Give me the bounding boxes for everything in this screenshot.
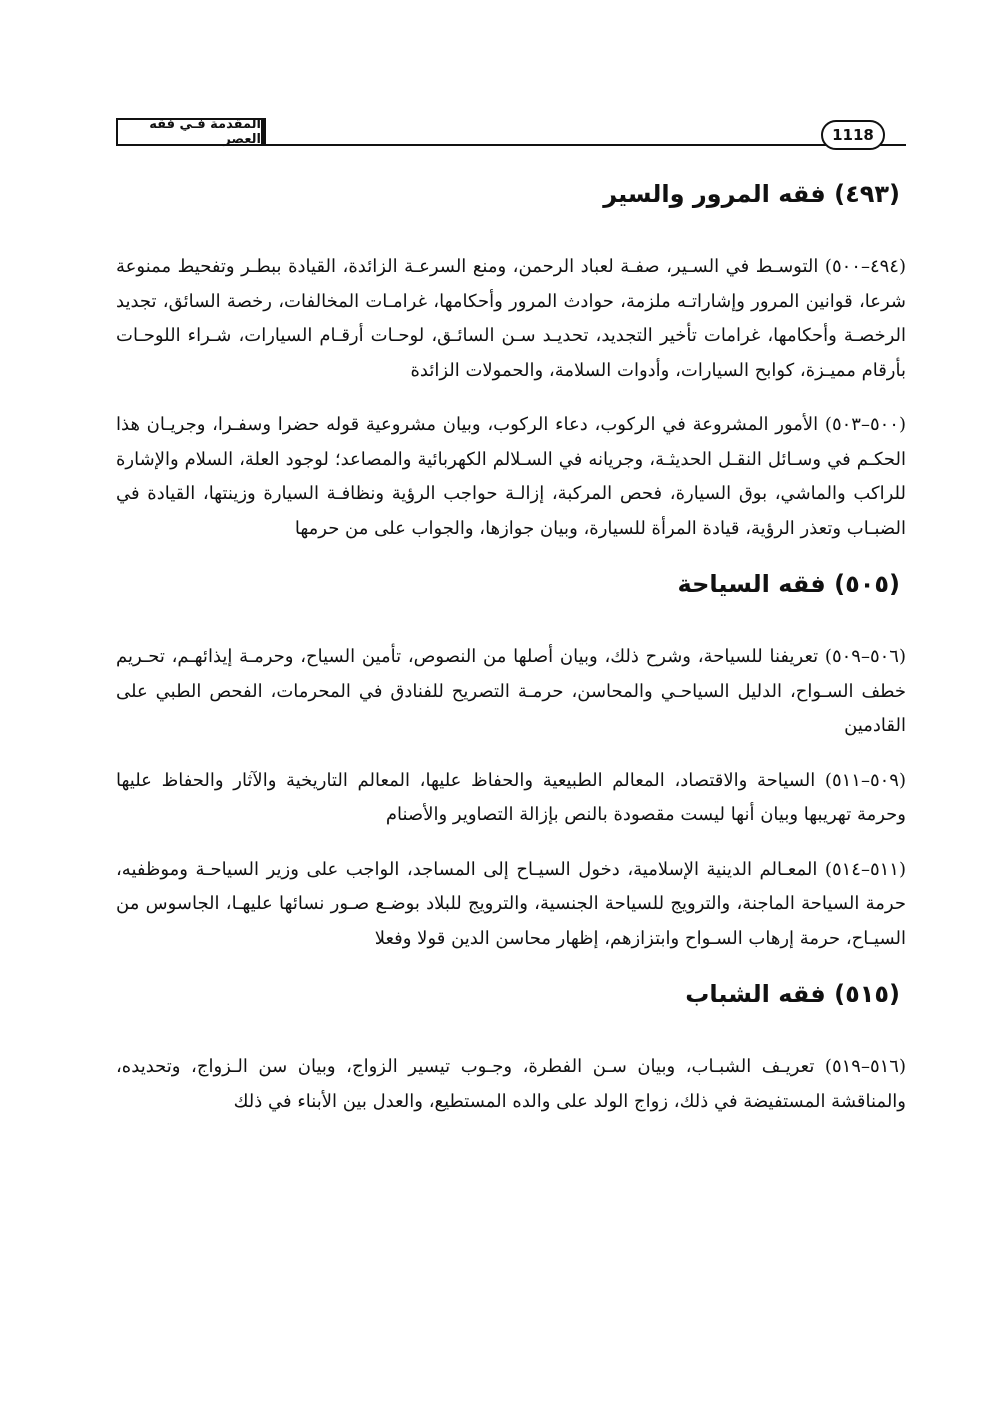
paragraph: (٥١٦–٥١٩) تعريـف الشبـاب، وبيان سـن الفطرة، وجـوب تيسير الزواج، وبيان سن الـزواج، وتحديده، والمناقشة المستفيضة في ذلك، زواج الولد على والده المستطيع، والعدل بين الأبناء في ذلك [116,1056,906,1112]
paragraph: (٤٩٤–٥٠٠) التوسـط في السـير، صفـة لعباد الرحمن، ومنع السرعـة الزائدة، القيادة ببطـر وتفحيط ممنوعة شرعا، قوانين المرور وإشاراتـه ملزمة، حوادث المرور وأحكامها، غرامـات المخالفات، رخصة السائق، تجديد الرخصـة وأحكامها، غرامات تأخير التجديد، تحديـد سـن السائـق، لوحـات أرقـام السيارات، شـراء اللوحـات بأرقام مميـزة، كوابح السيارات، وأدوات السلامة، والحمولات الزائدة [116,256,906,381]
paragraph: (٥٠٠–٥٠٣) الأمور المشروعة في الركوب، دعاء الركوب، وبيان مشروعية قوله حضرا وسفـرا، وجريـان هذا الحكـم في وسـائل النقـل الحديثـة، وجريانه في السـلالم الكهربائية والمصاعد؛ لوجود العلة، السلام والإشارة للراكب والماشي، بوق السيارة، فحص المركبة، إزالـة حواجب الرؤية ونظافـة السيارة وزينتها، القيادة في الضبـاب وتعذر الرؤية، قيادة المرأة للسيارة، وبيان جوازها، والجواب على من حرمها [116,414,906,539]
book-title: المقدمة فـي فقه العصر [116,118,266,144]
paragraph: (٥١١–٥١٤) المعـالم الدينية الإسلامية، دخول السيـاح إلى المساجد، الواجب على وزير السياحـة وموظفيه، حرمة السياحة الماجنة، والترويج للسياحة الجنسية، والترويج للبلاد بوضـع صـور نسائها عليهـا، الجاسوس من السيـاح، حرمة إرهاب السـواح وابتزازهم، إظهار محاسن الدين قولا وفعلا [116,858,906,949]
page-body [116,176,906,1119]
section-heading-youth: (٥١٥) فقه الشباب [685,980,900,1008]
paragraph: (٥٠٩–٥١١) السياحة والاقتصاد، المعالم الطبيعية والحفاظ عليها، المعالم التاريخية والآثار والحفاظ عليها وحرمة تهريبها وبيان أنها ليست مقصودة بالنص بإزالة التصاوير والأصنام [116,769,906,825]
section-heading-traffic: (٤٩٣) فقه المرور والسير [603,180,900,208]
paragraph: (٥٠٦–٥٠٩) تعريفنا للسياحة، وشرح ذلك، وبيان أصلها من النصوص، تأمين السياح، وحرمـة إيذائهـم، تحـريم خطف السـواح، الدليل السياحـي والمحاسن، حرمـة التصريح للفنادق في المحرمات، الفحص الطبي على القادمين [116,646,906,736]
section-heading-tourism: (٥٠٥) فقه السياحة [677,570,900,598]
page-number: 1118 [821,120,885,150]
page-header [116,116,906,148]
